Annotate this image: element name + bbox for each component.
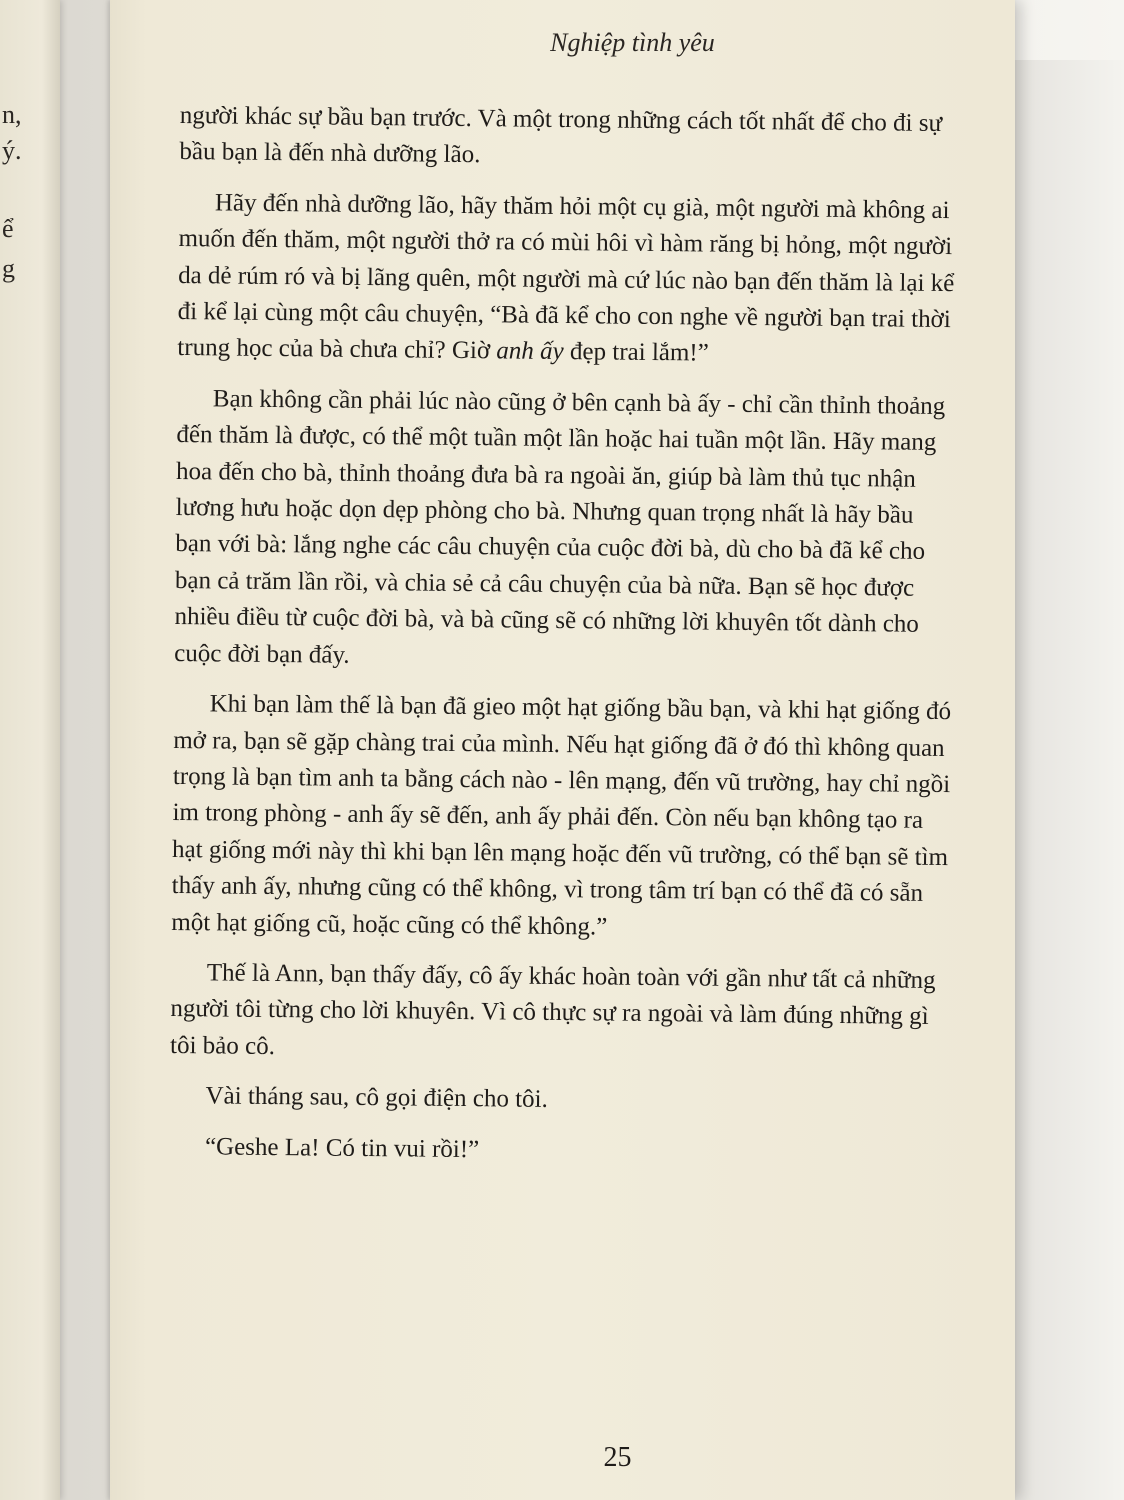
paragraph: Bạn không cần phải lúc nào cũng ở bên cạnh bà ấy - chỉ cần thỉnh thoảng đến thăm là được, có thể một tuần một lần hoặc hai tuần một lần. Hãy mang hoa đến cho bà, thỉnh thoảng đưa bà ra ngoài ăn, giúp bà làm thủ tục nhận lương hưu hoặc dọn dẹp phòng cho bà. Nhưng quan trọng nhất là hãy bầu bạn với bà: lắng nghe các câu chuyện của cuộc đời bà, dù cho bà đã kể cho bạn cả trăm lần rồi, và chia sẻ cả câu chuyện của bà nữa. Bạn sẽ học được nhiều điều từ cuộc đời bà, và bà cũng sẽ có những lời khuyên tốt dành cho cuộc đời bạn đấy. [174, 385, 946, 669]
page-number: 25 [603, 1442, 632, 1473]
paragraph: “Geshe La! Có tin vui rồi!” [204, 1132, 480, 1163]
running-head: Nghiệp tình yêu [550, 28, 715, 57]
prev-page-fragment: g [2, 254, 15, 283]
paragraph [177, 185, 959, 375]
paragraph-text: Hãy đến nhà dưỡng lão, hãy thăm hỏi một cụ già, một người mà không ai muốn đến thăm, một người thở ra có mùi hôi vì hàm răng bị hỏng, một người da dẻ rúm ró và bị lãng quên, một người mà cứ lúc nào bạn đến thăm là lại kể đi kể lại cùng một câu chuyện, “Bà đã kể cho con nghe về người bạn trai thời trung học của bà chưa chỉ? Giờ [177, 189, 955, 365]
previous-page-edge [0, 0, 60, 1500]
paragraph: người khác sự bầu bạn trước. Và một trong những cách tốt nhất để cho đi sự bầu bạn là đến nhà dưỡng lão. [179, 101, 943, 169]
paragraph-text: đẹp trai lắm!” [569, 338, 709, 367]
paragraph: Khi bạn làm thế là bạn đã gieo một hạt giống bầu bạn, và khi hạt giống đó mở ra, bạn sẽ gặp chàng trai của mình. Nếu hạt giống đã ở đó thì không quan trọng là bạn tìm anh ta bằng cách nào - lên mạng, đến vũ trường, hay chỉ ngồi im trong phòng - anh ấy sẽ đến, anh ấy phải đến. Còn nếu bạn không tạo ra hạt giống mới này thì khi bạn lên mạng hoặc đến vũ trường, có thể bạn sẽ tìm thấy anh ấy, nhưng cũng có thể không, vì trong tâm trí bạn có thể đã có sẵn một hạt giống cũ, hoặc cũng có thể không.” [171, 690, 952, 941]
prev-page-fragment: n, [2, 100, 22, 129]
paragraph: Thế là Ann, bạn thấy đấy, cô ấy khác hoàn toàn với gần như tất cả những người tôi từng cho lời khuyên. Vì cô thực sự ra ngoài và làm đúng những gì tôi bảo cô. [169, 959, 936, 1060]
paragraph: Vài tháng sau, cô gọi điện cho tôi. [205, 1082, 548, 1114]
prev-page-fragment: ể [2, 214, 14, 243]
prev-page-fragment: ý. [2, 136, 22, 165]
table-surface [1014, 60, 1124, 1500]
emphasis-text: anh ấy [496, 337, 564, 366]
body-text [169, 98, 960, 1181]
book-page [110, 0, 1015, 1500]
